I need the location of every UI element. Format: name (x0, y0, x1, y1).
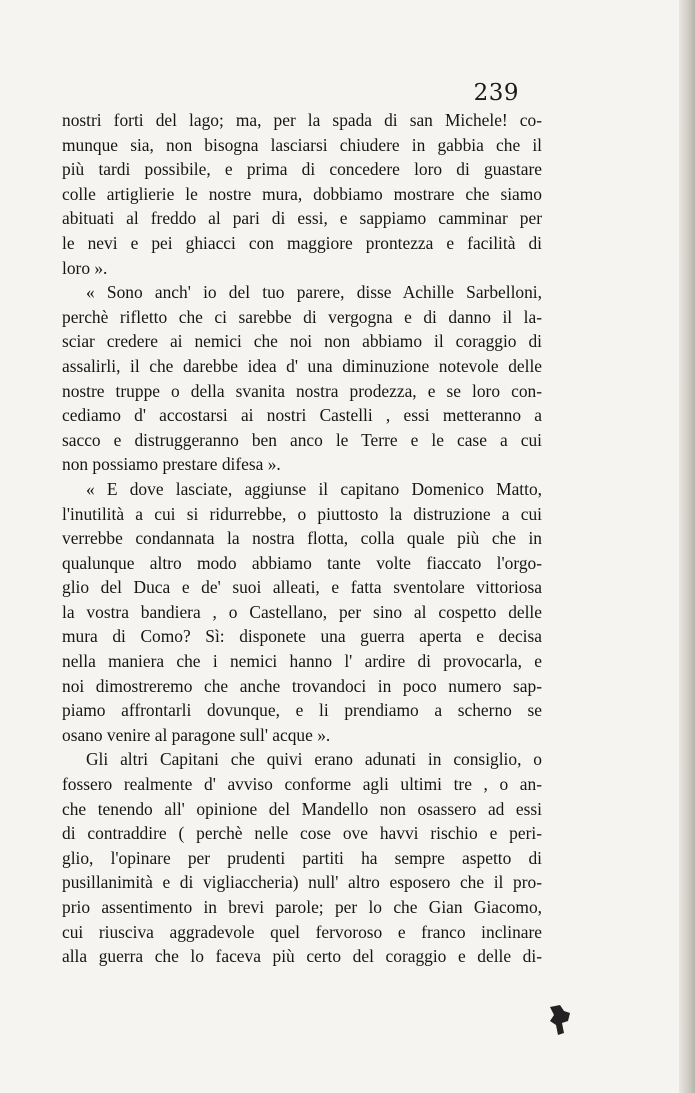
text-line: colle artiglierie le nostre mura, dobbiamo mostrare che siamo (62, 183, 542, 204)
text-line: nella maniera che i nemici hanno l' ardire di provocarla, e (62, 651, 542, 672)
text-line: le nevi e pei ghiacci con maggiore prontezza e facilità di (62, 232, 542, 253)
text-line: noi dimostreremo che anche trovandoci in poco numero sap- (62, 675, 542, 696)
text-line: fossero realmente d' avviso conforme agli ultimi tre , o an- (62, 774, 542, 795)
text-line: l'inutilità a cui si ridurrebbe, o piuttosto la distruzione a cui (62, 503, 542, 524)
text-line: osano venire al paragone sull' acque ». (62, 724, 331, 745)
text-line: non possiamo prestare difesa ». (62, 454, 281, 475)
body-text (62, 108, 542, 969)
text-line: che tenendo all' opinione del Mandello non osassero ad essi (62, 798, 542, 819)
text-line: piamo affrontarli dovunque, e li prendiamo a scherno se (62, 700, 542, 721)
text-line: prio assentimento in brevi parole; per lo che Gian Giacomo, (62, 897, 542, 917)
text-line: loro ». (62, 257, 108, 278)
text-line: qualunque altro modo abbiamo tante volte fiaccato l'orgo- (62, 552, 542, 573)
text-line: perchè rifletto che ci sarebbe di vergogna e di danno il la- (62, 306, 542, 327)
text-line: cui riusciva aggradevole quel fervoroso e franco inclinare (62, 921, 542, 942)
text-line: nostri forti del lago; ma, per la spada di san Michele! co- (62, 110, 542, 130)
text-line: mura di Como? Sì: disponete una guerra aperta e decisa (62, 626, 542, 647)
text-line: di contraddire ( perchè nelle cose ove havvi rischio e peri- (62, 823, 542, 844)
text-line: alla guerra che lo faceva più certo del coraggio e delle di- (62, 946, 542, 967)
text-line: « Sono anch' io del tuo parere, disse Achille Sarbelloni, (86, 282, 542, 303)
text-line: più tardi possibile, e prima di concedere loro di guastare (62, 159, 542, 180)
text-line: verrebbe condannata la nostra flotta, colla quale più che in (62, 528, 542, 549)
text-line: nostre truppe o della svanita nostra prodezza, e se loro con- (62, 380, 542, 401)
text-line: abituati al freddo al pari di essi, e sappiamo camminar per (62, 208, 542, 229)
text-line: « E dove lasciate, aggiunse il capitano Domenico Matto, (86, 478, 542, 499)
text-line: pusillanimità e di vigliaccheria) null' altro esposero che il pro- (62, 872, 542, 893)
text-line: sacco e distruggeranno ben anco le Terre e le case a cui (62, 429, 542, 450)
text-line: munque sia, non bisogna lasciarsi chiudere in gabbia che il (62, 134, 542, 155)
page-number: 239 (473, 80, 519, 106)
text-line: cediamo d' accostarsi ai nostri Castelli , essi metteranno a (62, 405, 542, 426)
text-line: sciar credere ai nemici che noi non abbiamo il coraggio di (62, 331, 542, 352)
page-binding-edge (679, 0, 695, 1093)
text-line: la vostra bandiera , o Castellano, per sino al cospetto delle (62, 601, 542, 622)
ink-blot-icon (546, 1003, 576, 1037)
text-line: glio, l'opinare per prudenti partiti ha sempre aspetto di (62, 847, 542, 868)
text-line: glio del Duca e de' suoi alleati, e fatta sventolare vittoriosa (62, 577, 542, 598)
text-line: Gli altri Capitani che quivi erano adunati in consiglio, o (86, 749, 542, 770)
text-line: assalirli, il che darebbe idea d' una diminuzione notevole delle (62, 355, 542, 376)
